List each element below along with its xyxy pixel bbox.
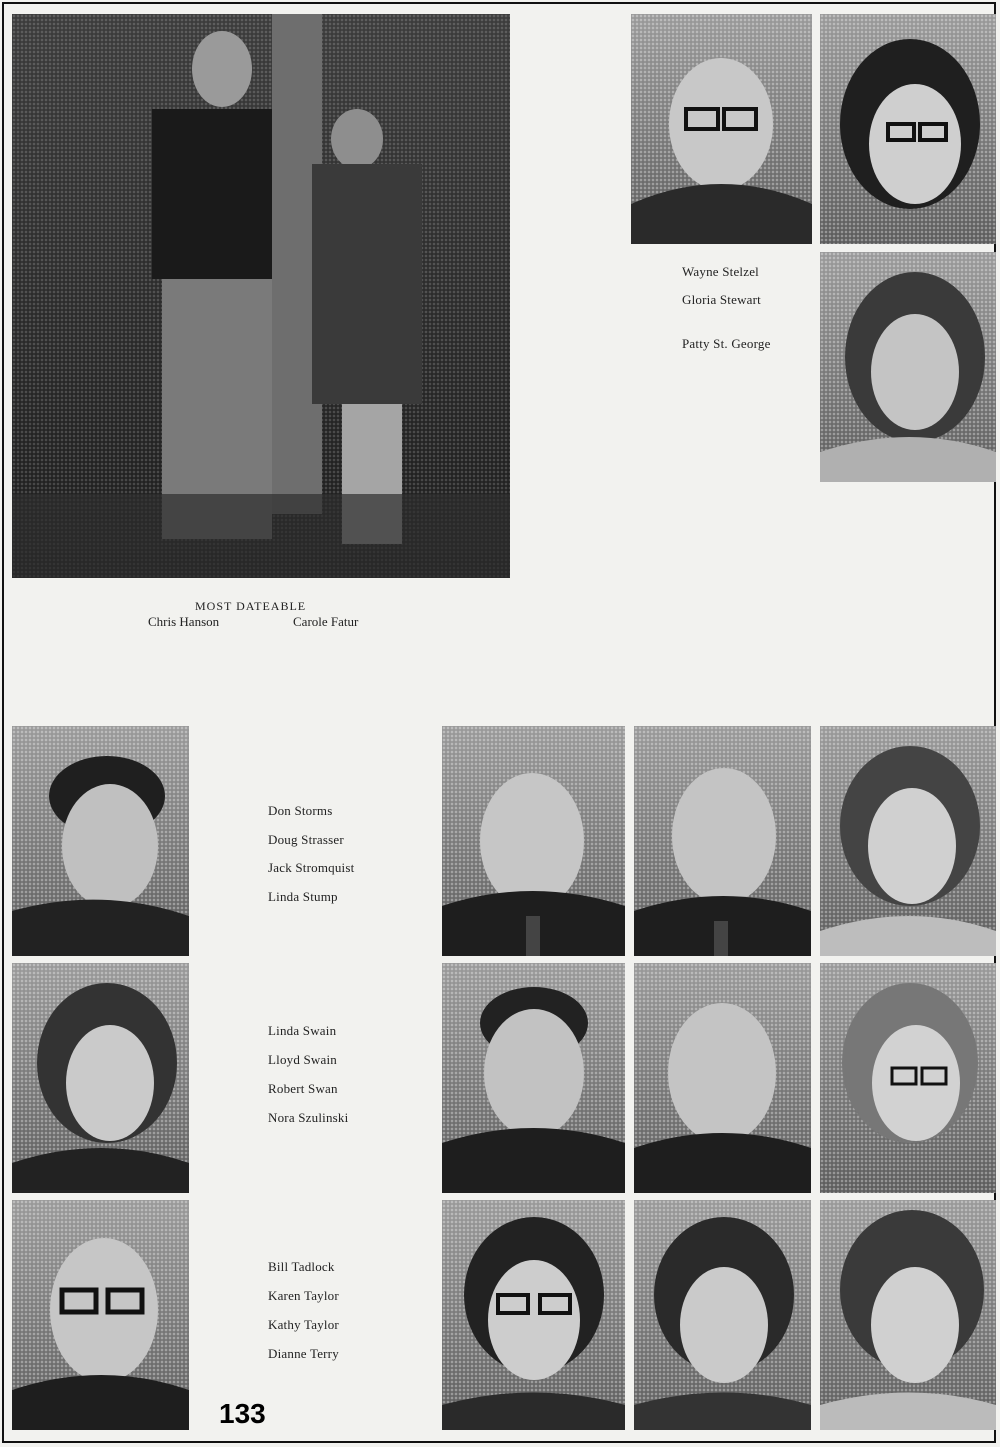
portrait-lloyd-swain [442, 963, 625, 1193]
portrait-bill-tadlock [12, 1200, 189, 1430]
most-dateable-photo [12, 14, 510, 578]
award-name-left: Chris Hanson [148, 614, 220, 629]
name-don-storms: Don Storms [268, 803, 333, 818]
portrait-kathy-taylor [634, 1200, 811, 1430]
name-doug-strasser: Doug Strasser [268, 832, 344, 847]
portrait-patty-st-george [820, 252, 996, 482]
name-robert-swan: Robert Swan [268, 1081, 338, 1096]
portrait-linda-stump [820, 726, 996, 956]
portrait-gloria-stewart [820, 14, 996, 244]
portrait-linda-swain [12, 963, 189, 1193]
portrait-don-storms [12, 726, 189, 956]
name-kathy-taylor: Kathy Taylor [268, 1317, 339, 1332]
award-title: MOST DATEABLE [195, 599, 307, 613]
name-wayne-stelzel: Wayne Stelzel [682, 264, 759, 279]
name-lloyd-swain: Lloyd Swain [268, 1052, 338, 1067]
portrait-robert-swan [634, 963, 811, 1193]
portrait-dianne-terry [820, 1200, 996, 1430]
page-number: 133 [219, 1398, 266, 1429]
portrait-nora-szulinski [820, 963, 996, 1193]
name-gloria-stewart: Gloria Stewart [682, 292, 761, 307]
name-linda-swain: Linda Swain [268, 1023, 337, 1038]
portrait-doug-strasser [442, 726, 625, 956]
name-jack-stromquist: Jack Stromquist [268, 860, 355, 875]
name-linda-stump: Linda Stump [268, 889, 338, 904]
name-dianne-terry: Dianne Terry [268, 1346, 339, 1361]
award-name-right: Carole Fatur [293, 614, 359, 629]
name-nora-szulinski: Nora Szulinski [268, 1110, 349, 1125]
name-bill-tadlock: Bill Tadlock [268, 1259, 335, 1274]
portrait-wayne-stelzel [631, 14, 812, 244]
name-karen-taylor: Karen Taylor [268, 1288, 339, 1303]
portrait-karen-taylor [442, 1200, 625, 1430]
portrait-jack-stromquist [634, 726, 811, 956]
name-patty-st-george: Patty St. George [682, 336, 771, 351]
